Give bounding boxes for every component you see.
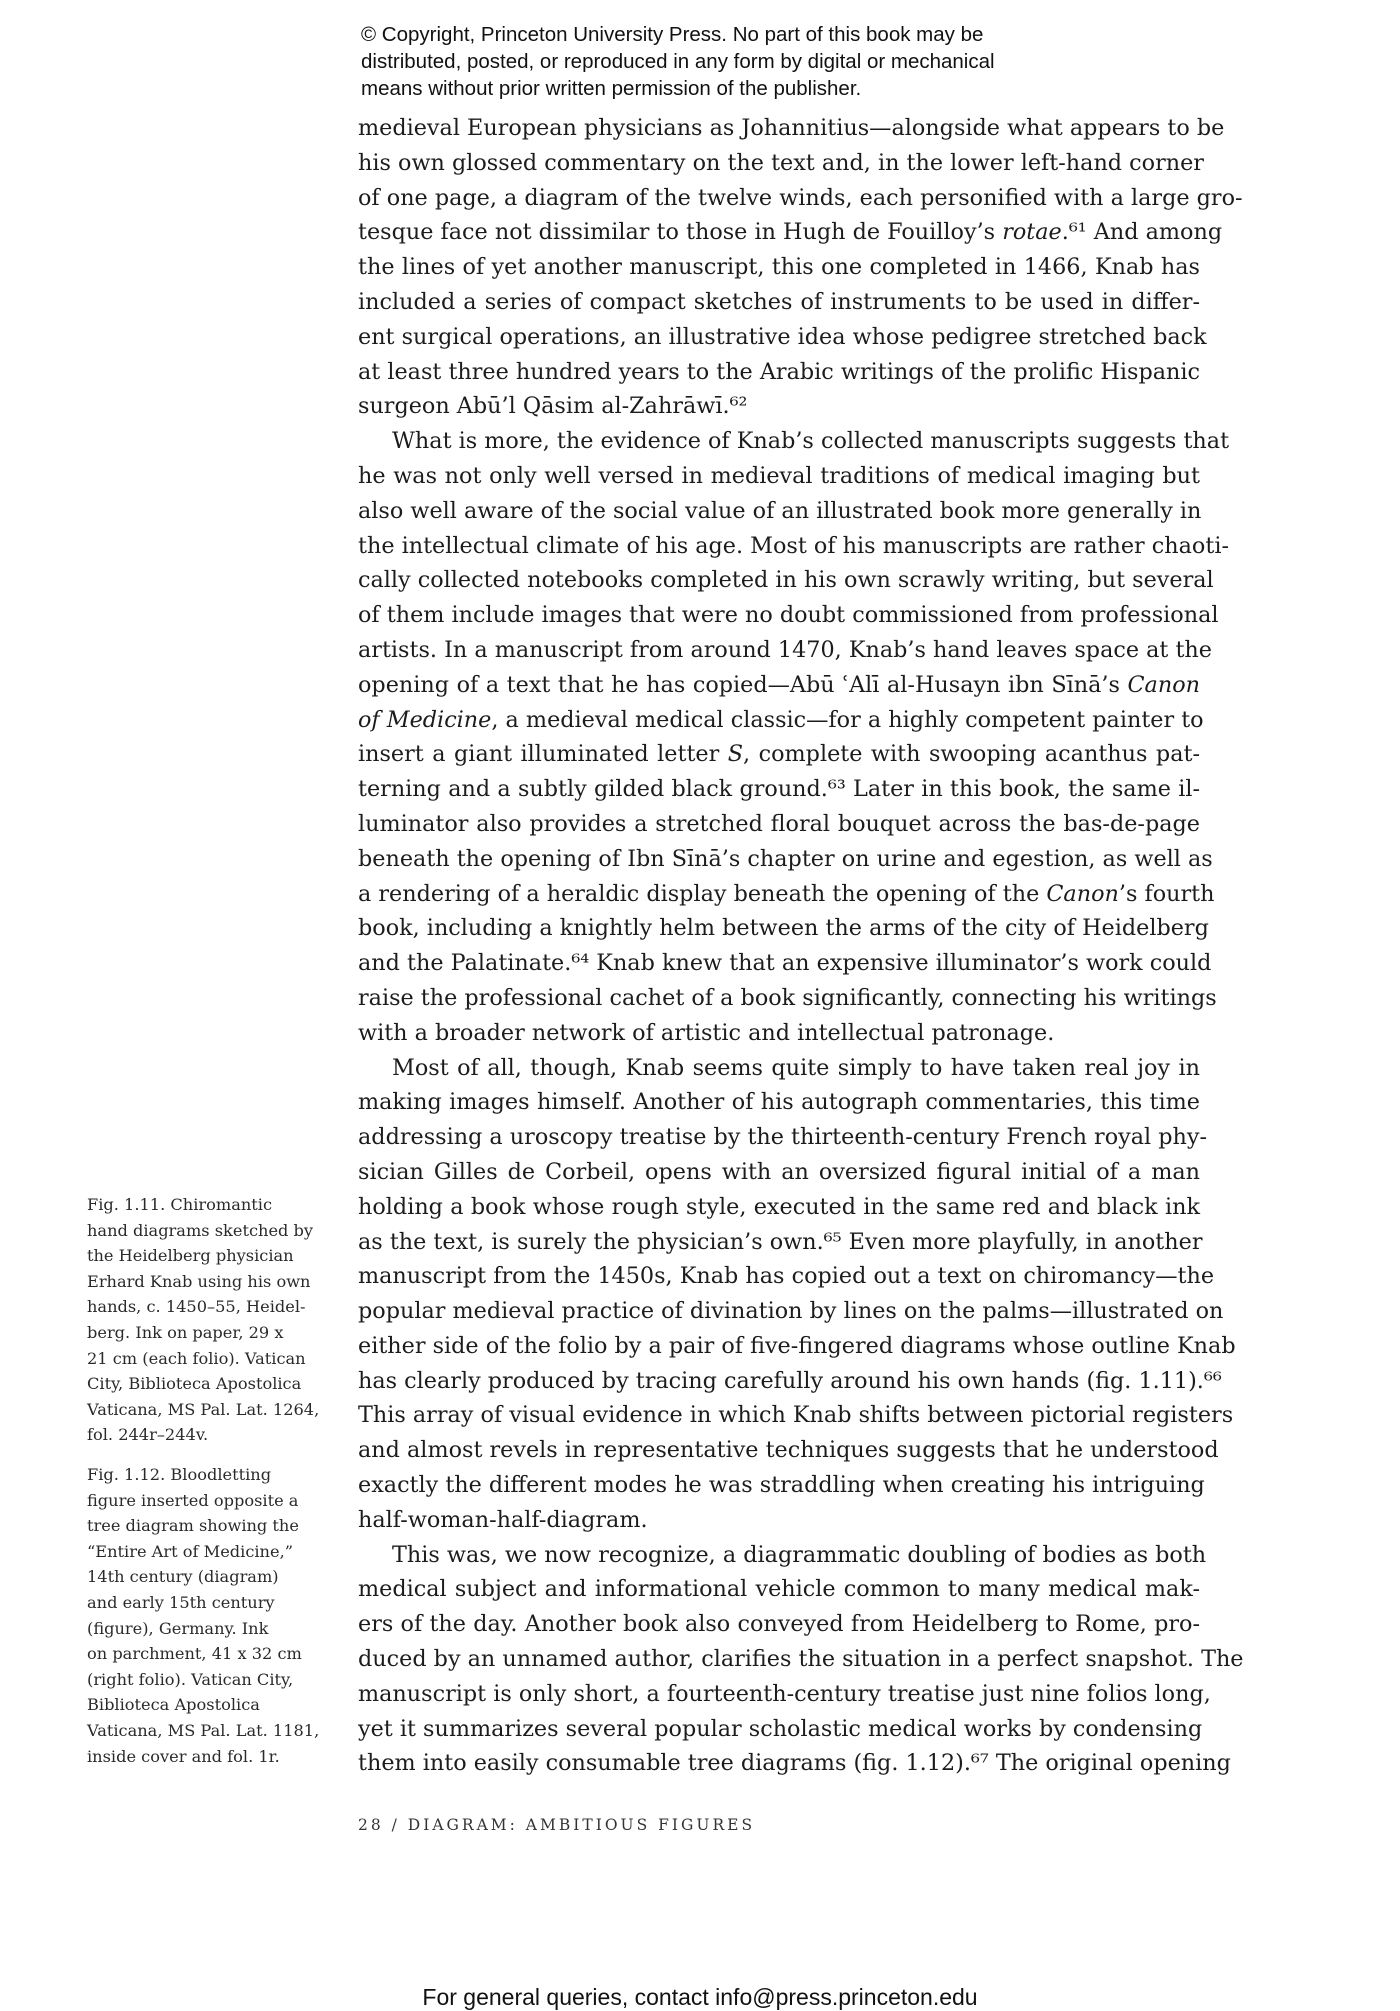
body-line: a rendering of a heraldic display beneath the opening of the Canon’s fourth xyxy=(358,880,1215,907)
body-line: of Medicine, a medieval medical classic—for a highly competent painter to xyxy=(358,706,1204,733)
body-line: manuscript from the 1450s, Knab has copied out a text on chiromancy—the xyxy=(358,1263,1215,1290)
body-line: at least three hundred years to the Arabic writings of the prolific Hispanic xyxy=(358,358,1200,385)
body-line: yet it summarizes several popular scholastic medical works by condensing xyxy=(358,1715,1203,1742)
body-line: medical subject and informational vehicle common to many medical mak- xyxy=(358,1576,1200,1603)
copyright-line: © Copyright, Princeton University Press. No part of this book may be xyxy=(361,23,984,46)
body-line: sician Gilles de Corbeil, opens with an oversized figural initial of a man xyxy=(358,1158,1200,1185)
caption-line: the Heidelberg physician xyxy=(87,1246,294,1266)
body-line: of one page, a diagram of the twelve winds, each personified with a large gro- xyxy=(358,184,1243,211)
body-line: surgeon Abū’l Qāsim al-Zahrāwī.⁶² xyxy=(358,393,748,420)
body-line: opening of a text that he has copied—Abū ʿAlī al-Husayn ibn Sīnā’s Canon xyxy=(358,671,1200,698)
body-line: What is more, the evidence of Knab’s collected manuscripts suggests that xyxy=(392,428,1230,455)
caption-line: (figure), Germany. Ink xyxy=(87,1618,269,1638)
body-line: cally collected notebooks completed in his own scrawly writing, but several xyxy=(358,567,1214,594)
body-line: raise the professional cachet of a book significantly, connecting his writings xyxy=(358,984,1217,1011)
body-line: and almost revels in representative techniques suggests that he understood xyxy=(358,1437,1219,1464)
caption-line: tree diagram showing the xyxy=(87,1516,299,1536)
body-line: and the Palatinate.⁶⁴ Knab knew that an expensive illuminator’s work could xyxy=(358,950,1212,977)
body-line: he was not only well versed in medieval traditions of medical imaging but xyxy=(358,462,1200,489)
body-line: manuscript is only short, a fourteenth-century treatise just nine folios long, xyxy=(358,1680,1211,1707)
body-line: with a broader network of artistic and intellectual patronage. xyxy=(358,1019,1055,1046)
body-line: popular medieval practice of divination by lines on the palms—illustrated on xyxy=(358,1298,1224,1325)
body-line: terning and a subtly gilded black ground.⁶³ Later in this book, the same il- xyxy=(358,776,1200,803)
body-line: luminator also provides a stretched floral bouquet across the bas-de-page xyxy=(358,810,1200,837)
caption-line: fol. 244r–244v. xyxy=(87,1425,209,1445)
caption-line: on parchment, 41 x 32 cm xyxy=(87,1644,302,1664)
copyright-line: means without prior written permission of the publisher. xyxy=(361,77,862,100)
caption-line: and early 15th century xyxy=(87,1592,275,1612)
caption-line: 21 cm (each folio). Vatican xyxy=(87,1348,306,1368)
caption-line: “Entire Art of Medicine,” xyxy=(87,1541,293,1561)
body-line: This was, we now recognize, a diagrammatic doubling of bodies as both xyxy=(392,1541,1207,1568)
contact-line: For general queries, contact info@press.princeton.edu xyxy=(422,1984,978,2010)
body-line: exactly the different modes he was straddling when creating his intriguing xyxy=(358,1472,1205,1499)
body-line: of them include images that were no doubt commissioned from professional xyxy=(358,602,1219,629)
caption-line: (right folio). Vatican City, xyxy=(87,1669,294,1689)
figure-caption-1-12 xyxy=(87,1462,327,1769)
figure-caption-1-11 xyxy=(87,1192,327,1448)
body-line: the intellectual climate of his age. Most of his manuscripts are rather chaoti- xyxy=(358,532,1229,559)
body-line: them into easily consumable tree diagrams (fig. 1.12).⁶⁷ The original opening xyxy=(358,1750,1231,1777)
body-line: his own glossed commentary on the text and, in the lower left-hand corner xyxy=(358,149,1204,176)
caption-line: Vaticana, MS Pal. Lat. 1264, xyxy=(87,1399,320,1419)
body-line: book, including a knightly helm between the arms of the city of Heidelberg xyxy=(358,915,1209,942)
body-line: has clearly produced by tracing carefully around his own hands (fig. 1.11).⁶⁶ xyxy=(358,1367,1222,1394)
body-text xyxy=(358,111,1244,1781)
body-line: Most of all, though, Knab seems quite simply to have taken real joy in xyxy=(392,1054,1200,1081)
body-line: beneath the opening of Ibn Sīnā’s chapter on urine and egestion, as well as xyxy=(358,845,1213,872)
body-line: half-woman-half-diagram. xyxy=(358,1506,648,1533)
body-line: insert a giant illuminated letter S, complete with swooping acanthus pat- xyxy=(358,741,1200,768)
body-line: medieval European physicians as Johannitius—alongside what appears to be xyxy=(358,115,1225,141)
body-line: artists. In a manuscript from around 1470, Knab’s hand leaves space at the xyxy=(358,636,1212,663)
caption-line: Fig. 1.12. Bloodletting xyxy=(87,1465,272,1484)
caption-line: Biblioteca Apostolica xyxy=(87,1695,260,1715)
caption-line: hands, c. 1450–55, Heidel- xyxy=(87,1297,306,1317)
body-line: This array of visual evidence in which Knab shifts between pictorial registers xyxy=(358,1402,1234,1429)
body-line: addressing a uroscopy treatise by the thirteenth-century French royal phy- xyxy=(358,1124,1208,1151)
body-line: ers of the day. Another book also conveyed from Heidelberg to Rome, pro- xyxy=(358,1611,1200,1638)
copyright-notice xyxy=(361,21,1121,102)
body-line: making images himself. Another of his autograph commentaries, this time xyxy=(358,1089,1200,1116)
caption-line: 14th century (diagram) xyxy=(87,1567,279,1587)
copyright-line: distributed, posted, or reproduced in any form by digital or mechanical xyxy=(361,50,995,73)
caption-line: Erhard Knab using his own xyxy=(87,1271,311,1291)
caption-line: Vaticana, MS Pal. Lat. 1181, xyxy=(87,1720,320,1740)
caption-line: Fig. 1.11. Chiromantic xyxy=(87,1195,273,1214)
caption-line: City, Biblioteca Apostolica xyxy=(87,1374,302,1394)
body-line: the lines of yet another manuscript, this one completed in 1466, Knab has xyxy=(358,254,1200,281)
body-line: either side of the folio by a pair of five-fingered diagrams whose outline Knab xyxy=(358,1332,1236,1359)
body-line: ent surgical operations, an illustrative idea whose pedigree stretched back xyxy=(358,323,1207,350)
caption-line: figure inserted opposite a xyxy=(87,1490,299,1510)
caption-line: inside cover and fol. 1r. xyxy=(87,1746,280,1766)
body-line: also well aware of the social value of an illustrated book more generally in xyxy=(358,497,1202,524)
caption-line: hand diagrams sketched by xyxy=(87,1220,314,1240)
body-line: included a series of compact sketches of instruments to be used in differ- xyxy=(358,288,1200,315)
caption-line: berg. Ink on paper, 29 x xyxy=(87,1322,284,1342)
body-line: holding a book whose rough style, executed in the same red and black ink xyxy=(358,1193,1200,1220)
body-line: as the text, is surely the physician’s own.⁶⁵ Even more playfully, in another xyxy=(358,1228,1203,1255)
running-footer: 28 / DIAGRAM: AMBITIOUS FIGURES xyxy=(358,1816,756,1834)
body-line: duced by an unnamed author, clarifies the situation in a perfect snapshot. The xyxy=(358,1646,1244,1673)
body-line: tesque face not dissimilar to those in Hugh de Fouilloy’s rotae.⁶¹ And among xyxy=(358,219,1223,246)
